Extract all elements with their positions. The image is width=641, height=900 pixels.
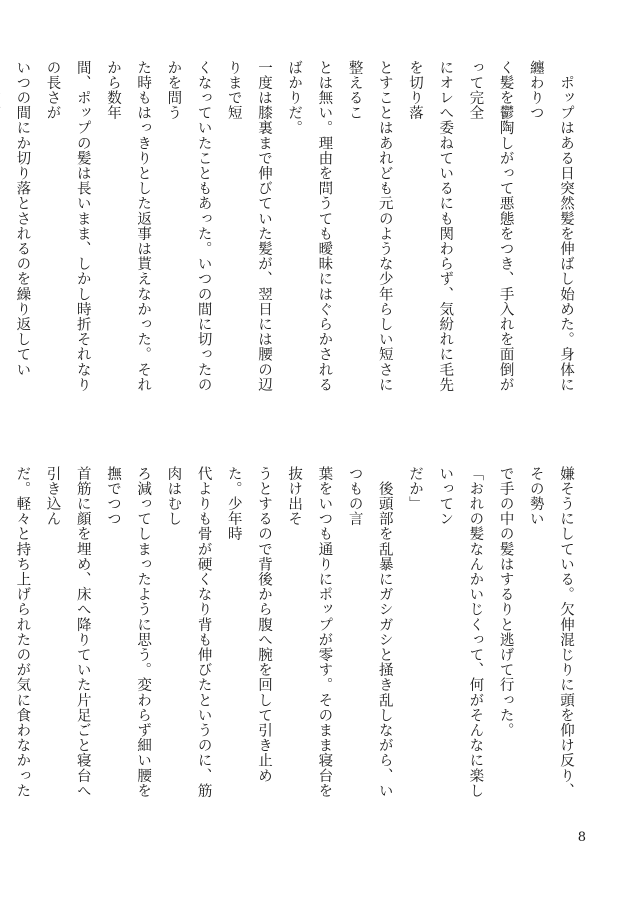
- text-line: とは無い。理由を問うても曖昧にはぐらかされるばかりだ。: [286, 60, 333, 393]
- text-line: 一度は膝裏まで伸びていた髪が、翌日には腰の辺りまで短: [225, 60, 272, 393]
- text-line: ろ減ってしまったように思う。変わらず細い腰を撫でつつ: [104, 466, 152, 799]
- text-block-lower: [14, 466, 581, 811]
- text-line: 代よりも骨が硬くなり背も伸びたというのに、筋肉はむし: [165, 466, 212, 799]
- text-line: 首筋に顔を埋め、床へ降りていた片足ごと寝台へ引き込ん: [44, 466, 91, 799]
- text-line: で手の中の髪はするりと逃げて行った。: [497, 466, 514, 738]
- page-number: 8: [577, 830, 586, 845]
- text-line: うとするので背後から腹へ腕を回して引き止めた。少年時: [225, 466, 272, 784]
- text-line: だか」: [406, 466, 423, 512]
- text-line: とすことはあれども元のような少年らしい短さに整えるこ: [346, 60, 393, 393]
- text-line: 葉をいつも通りにポップが零す。そのまま寝台を抜け出そ: [286, 466, 333, 799]
- text-line: 後頭部を乱暴にガシガシと掻き乱しながら、いつもの言: [346, 466, 393, 799]
- text-line: く髪を鬱陶しがって悪態をつき、手入れを面倒がって完全: [467, 60, 514, 393]
- text-line: 「おれの髪なんかいじくって、何がそんなに楽しいってン: [437, 466, 484, 799]
- text-line: にオレへ委ねているにも関わらず、気紛れに毛先を切り落: [406, 60, 454, 393]
- text-line: いつの間にか切り落とされるのを繰り返してい: [14, 60, 31, 378]
- text-line: くなっていたこともあった。いつの間に切ったのかを問う: [165, 60, 212, 393]
- text-block-upper: [14, 60, 581, 405]
- text-line: 嫌そうにしている。欠伸混じりに頭を仰け反り、その勢い: [527, 466, 574, 799]
- text-line: 間、ポップの髪は長いまま、しかし時折それなりの長さが: [44, 60, 91, 393]
- text-line: た時もはっきりとした返事は貰えなかった。それから数年: [104, 60, 152, 393]
- text-line: ポップはある日突然髪を伸ばし始めた。身体に纏わりつ: [527, 60, 574, 393]
- text-line: だ。軽々と持ち上げられたのが気に食わなかった: [14, 466, 31, 799]
